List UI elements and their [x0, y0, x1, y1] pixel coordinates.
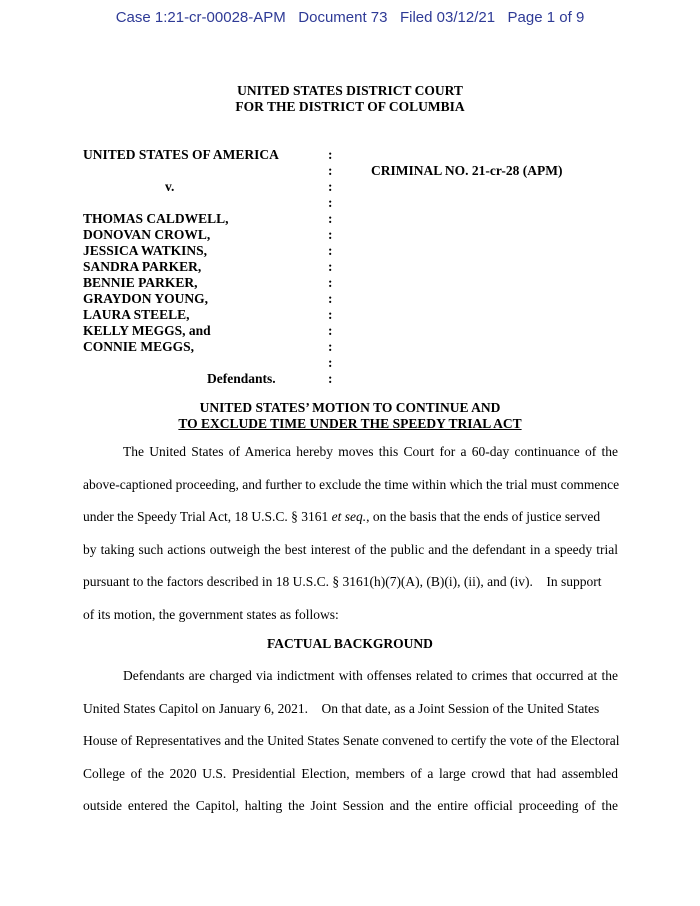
paragraph-line: of its motion, the government states as follows:: [83, 607, 339, 622]
defendant-name: DONOVAN CROWL,: [83, 227, 211, 242]
paragraph-line: United States Capitol on January 6, 2021. On that date, as a Joint Session of the United States: [83, 701, 600, 716]
defendants-label: Defendants.: [207, 371, 276, 386]
versus-label: v.: [165, 179, 175, 194]
caption-colon: :: [328, 227, 333, 242]
paragraph-line: College of the 2020 U.S. Presidential Election, members of a large crowd that had assembled: [83, 766, 618, 781]
paragraph-line: outside entered the Capitol, halting the Joint Session and the entire official proceeding of the: [83, 798, 618, 813]
caption-colon: :: [328, 307, 333, 322]
caption-colon: :: [328, 179, 333, 194]
caption-colon: :: [328, 147, 333, 162]
court-district: FOR THE DISTRICT OF COLUMBIA: [235, 99, 465, 114]
case-number: CRIMINAL NO. 21-cr-28 (APM): [371, 163, 563, 178]
defendant-name: GRAYDON YOUNG,: [83, 291, 209, 306]
court-name: UNITED STATES DISTRICT COURT: [237, 83, 463, 98]
section-heading: FACTUAL BACKGROUND: [267, 636, 433, 651]
court-heading: [0, 83, 700, 115]
paragraph-line: The United States of America hereby moves this Court for a 60-day continuance of the: [123, 444, 618, 459]
paragraph-line-tail: , on the basis that the ends of justice served: [366, 509, 601, 524]
plaintiff-name: UNITED STATES OF AMERICA: [83, 147, 279, 162]
defendant-name: JESSICA WATKINS,: [83, 243, 208, 258]
paragraph-line: pursuant to the factors described in 18 U.S.C. § 3161(h)(7)(A), (B)(i), (ii), and (iv). In support: [83, 574, 602, 589]
italic-et-seq: et seq.: [331, 509, 367, 524]
paragraph-line: House of Representatives and the United States Senate convened to certify the vote of the Electoral: [83, 733, 620, 748]
defendant-name: BENNIE PARKER,: [83, 275, 198, 290]
defendant-name: THOMAS CALDWELL,: [83, 211, 229, 226]
ecf-filing-header: Case 1:21-cr-00028-APM Document 73 Filed 03/12/21 Page 1 of 9: [115, 9, 585, 26]
defendant-name: KELLY MEGGS, and: [83, 323, 211, 338]
defendant-name: SANDRA PARKER,: [83, 259, 202, 274]
motion-title-line-underlined: TO EXCLUDE TIME UNDER THE SPEEDY TRIAL ACT: [178, 416, 522, 431]
caption-colon: :: [328, 243, 333, 258]
caption-colon: :: [328, 275, 333, 290]
caption-colon: :: [328, 291, 333, 306]
statute-citation: under the Speedy Trial Act, 18 U.S.C. § 3161: [83, 509, 332, 524]
paragraph-line: by taking such actions outweigh the best interest of the public and the defendant in a speedy trial: [83, 542, 618, 557]
paragraph-line: above-captioned proceeding, and further to exclude the time within which the trial must commence: [83, 477, 620, 492]
caption-colon: :: [328, 371, 333, 386]
caption-colon: :: [328, 323, 333, 338]
motion-title-line: UNITED STATES’ MOTION TO CONTINUE AND: [199, 400, 501, 415]
caption-colon: :: [328, 355, 333, 370]
caption-colon: :: [328, 211, 333, 226]
paragraph-line: [83, 509, 618, 525]
defendant-name: LAURA STEELE,: [83, 307, 190, 322]
defendant-name: CONNIE MEGGS,: [83, 339, 195, 354]
caption-colon: :: [328, 259, 333, 274]
paragraph-line: Defendants are charged via indictment with offenses related to crimes that occurred at the: [123, 668, 618, 683]
caption-colon: :: [328, 195, 333, 210]
motion-title: [0, 400, 700, 432]
caption-colon: :: [328, 163, 333, 178]
caption-colon: :: [328, 339, 333, 354]
